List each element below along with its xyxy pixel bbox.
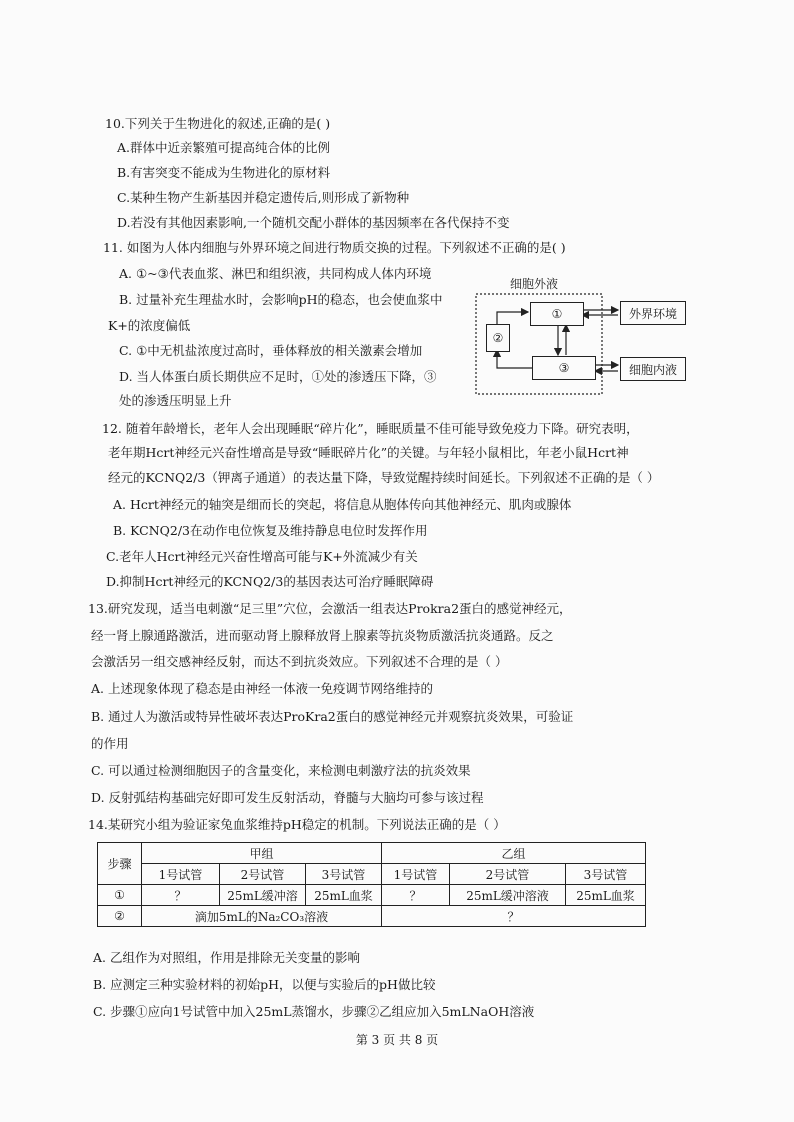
tube-header: 3号试管 (306, 864, 382, 885)
diagram-title: 细胞外液 (510, 277, 559, 291)
q13-option-a: A. 上述现象体现了稳态是由神经一体液一免疫调节网络维持的 (91, 681, 433, 696)
q11-option-d-line2: 处的渗透压明显上升 (119, 393, 232, 408)
table-cell: ② (98, 906, 142, 927)
diagram-box-3: ③ (532, 356, 596, 380)
table-cell: ① (98, 885, 142, 906)
q11-option-a: A. ①~③代表血浆、淋巴和组织液，共同构成人体内环境 (119, 266, 432, 281)
q14-option-a: A. 乙组作为对照组，作用是排除无关变量的影响 (93, 950, 360, 965)
tube-header: 2号试管 (220, 864, 306, 885)
tube-header: 1号试管 (382, 864, 450, 885)
page-footer: 第 3 页 共 8 页 (355, 1033, 439, 1047)
tube-header: 2号试管 (450, 864, 566, 885)
q14-stem: 14.某研究小组为验证家兔血浆维持pH稳定的机制。下列说法正确的是（ ） (88, 817, 506, 832)
step-header-cell: 步骤 (98, 843, 142, 885)
table-cell: 25mL血浆 (306, 885, 382, 906)
table-cell: 25mL缓冲溶液 (450, 885, 566, 906)
table-cell: ？ (382, 906, 646, 927)
tube-header: 1号试管 (142, 864, 220, 885)
diagram-box-cell: 细胞内液 (620, 357, 686, 381)
diagram-box-outside: 外界环境 (620, 301, 686, 325)
q11-option-b-line2: K+的浓度偏低 (108, 318, 191, 333)
q10-stem: 10.下列关于生物进化的叙述,正确的是( ) (105, 116, 331, 131)
q10-option-b: B.有害突变不能成为生物进化的原材料 (117, 165, 331, 180)
tube-header: 3号试管 (566, 864, 646, 885)
q11-option-d-line1: D. 当人体蛋白质长期供应不足时，①处的渗透压下降，③ (119, 369, 437, 384)
diagram-box-1: ① (530, 302, 584, 326)
q10-option-c: C.某种生物产生新基因并稳定遗传后,则形成了新物种 (117, 190, 410, 205)
group-b-header: 乙组 (382, 843, 646, 864)
q12-stem-line1: 12. 随着年龄增长，老年人会出现睡眠“碎片化”，睡眠质量不佳可能导致免疫力下降。研究表明， (102, 421, 639, 436)
q10-option-a: A.群体中近亲繁殖可提高纯合体的比例 (117, 140, 331, 155)
q13-option-b-line1: B. 通过人为激活或特异性破坏表达ProKra2蛋白的感觉神经元并观察抗炎效果，可验证 (91, 709, 574, 724)
q13-option-d: D. 反射弧结构基础完好即可发生反射活动，脊髓与大脑均可参与该过程 (91, 790, 484, 805)
q13-stem-line3: 会激活另一组交感神经反射，而达不到抗炎效应。下列叙述不合理的是（ ） (91, 654, 508, 669)
q11-stem: 11. 如图为人体内细胞与外界环境之间进行物质交换的过程。下列叙述不正确的是( ) (103, 240, 566, 255)
q14-option-b: B. 应测定三种实验材料的初始pH，以便与实验后的pH做比较 (93, 977, 436, 992)
q13-option-b-line2: 的作用 (91, 736, 129, 751)
q13-stem-line2: 经一肾上腺通路激活，进而驱动肾上腺释放肾上腺素等抗炎物质激活抗炎通路。反之 (91, 628, 554, 643)
q11-option-b-line1: B. 过量补充生理盐水时，会影响pH的稳态，也会使血浆中 (119, 292, 443, 307)
table-cell: ？ (382, 885, 450, 906)
diagram-box-2: ② (486, 324, 510, 352)
table-cell: 25mL缓冲溶 (220, 885, 306, 906)
q12-option-a: A. Hcrt神经元的轴突是细而长的突起，将信息从胞体传向其他神经元、肌肉或腺体 (113, 497, 572, 512)
q12-option-c: C.老年人Hcrt神经元兴奋性增高可能与K+外流减少有关 (106, 549, 418, 564)
q14-option-c: C. 步骤①应向1号试管中加入25mL蒸馏水，步骤②乙组应加入5mLNaOH溶液 (93, 1004, 535, 1019)
table-cell: ？ (142, 885, 220, 906)
q11-option-c: C. ①中无机盐浓度过高时，垂体释放的相关激素会增加 (119, 343, 423, 358)
exchange-diagram (470, 272, 692, 400)
table-row (98, 885, 646, 906)
group-a-header: 甲组 (142, 843, 382, 864)
table-cell: 25mL血浆 (566, 885, 646, 906)
q13-stem-line1: 13.研究发现，适当电刺激“足三里”穴位，会激活一组表达Prokra2蛋白的感觉神经元， (88, 601, 572, 616)
q12-stem-line2: 老年期Hcrt神经元兴奋性增高是导致“睡眠碎片化”的关键。与年轻小鼠相比，年老小鼠Hcrt神 (108, 445, 629, 460)
q12-stem-line3: 经元的KCNQ2/3（钾离子通道）的表达量下降，导致觉醒持续时间延长。下列叙述不正确的是（ ） (108, 470, 660, 485)
experiment-table (97, 842, 646, 927)
q13-option-c: C. 可以通过检测细胞因子的含量变化，来检测电刺激疗法的抗炎效果 (91, 763, 471, 778)
q12-option-d: D.抑制Hcrt神经元的KCNQ2/3的基因表达可治疗睡眠障碍 (106, 574, 434, 589)
table-cell: 滴加5mL的Na₂CO₃溶液 (142, 906, 382, 927)
q12-option-b: B. KCNQ2/3在动作电位恢复及维持静息电位时发挥作用 (113, 523, 428, 538)
q10-option-d: D.若没有其他因素影响,一个随机交配小群体的基因频率在各代保持不变 (117, 215, 510, 230)
table-row (98, 906, 646, 927)
